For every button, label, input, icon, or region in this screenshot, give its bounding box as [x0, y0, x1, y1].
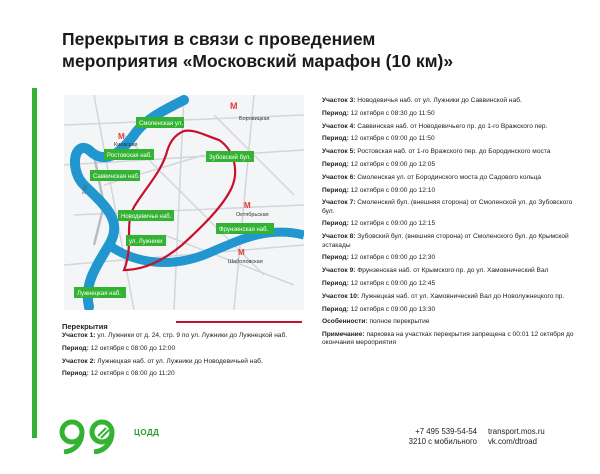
street-label-novodevichya	[118, 210, 174, 221]
metro-icon-kievskaya	[118, 132, 125, 141]
metro-label-shabolovskaya: Шаболовская	[228, 259, 263, 265]
closure-item	[322, 267, 582, 275]
street-label-luzhnetskaya	[74, 287, 126, 298]
svg-text:Смоленская ул.: Смоленская ул.	[139, 121, 183, 127]
closure-item-text: Саввинская наб. от Новодевичьего пр. до 1-го Вражского пер.	[355, 122, 548, 130]
closure-item-label: Примечание:	[322, 331, 365, 339]
closure-item	[322, 110, 582, 118]
closure-item-label: Период:	[322, 135, 349, 143]
closure-item-text: полное перекрытие	[367, 318, 430, 326]
svg-text:Саввинская наб.: Саввинская наб.	[93, 174, 140, 180]
closure-item-text: 12 октября с 09:00 до 13:30	[348, 305, 436, 313]
closure-item	[62, 332, 302, 340]
metro-icon-shabolovskaya	[238, 248, 245, 257]
closure-item	[322, 123, 582, 131]
svg-text:М: М	[238, 248, 245, 257]
street-label-smolenskaya	[136, 117, 184, 128]
closure-item-label: Период:	[62, 344, 89, 352]
closure-item	[62, 345, 302, 353]
closure-item-text: 12 октября с 09:00 до 11:50	[348, 135, 435, 143]
closure-item-label: Участок 5:	[322, 148, 356, 156]
closure-item-label: Период:	[322, 109, 349, 117]
closure-item-text: Лужнецкая наб. от ул. Хамовнический Вал до Новолужнецкого пр.	[359, 292, 565, 300]
metro-label-borovitskaya: Боровицкая	[239, 116, 270, 122]
closure-item	[322, 293, 582, 301]
closure-item	[322, 254, 582, 262]
route-map	[64, 95, 304, 310]
legend	[62, 316, 302, 330]
codd-logo-icon	[58, 418, 134, 454]
page-title-line-1: Перекрытия в связи с проведением	[62, 29, 376, 49]
closure-item	[322, 161, 582, 169]
closure-item	[322, 233, 582, 250]
closure-item-label: Период:	[62, 370, 89, 378]
street-label-savvinskaya	[90, 170, 140, 181]
closure-item	[322, 174, 582, 182]
metro-icon-oktyabrskaya	[244, 201, 251, 210]
closure-item-label: Участок 4:	[322, 122, 356, 130]
closure-item-label: Участок 1:	[62, 332, 96, 339]
closure-item	[322, 318, 582, 326]
closure-item-label: Участок 2:	[62, 357, 96, 365]
closure-item-text: ул. Лужники от д. 24, стр. 9 по ул. Лужники до Лужнецкой наб.	[95, 332, 288, 339]
svg-text:Зубовский бул.: Зубовский бул.	[209, 155, 251, 161]
page-title	[62, 28, 582, 72]
closure-item	[322, 331, 582, 348]
svg-text:ул. Лужники: ул. Лужники	[129, 239, 163, 245]
closure-item	[62, 358, 302, 366]
closure-item-text: Фрунзенская наб. от Крымского пр. до ул. Хамовнический Вал	[355, 267, 549, 275]
closure-item-text: Смоленский бул. (внешняя сторона) от Смоленской ул. до Зубовского бул.	[322, 199, 573, 215]
closure-item-label: Участок 3:	[322, 97, 356, 104]
page-title-line-2: мероприятия «Московский марафон (10 км)»	[62, 51, 454, 71]
closure-item	[62, 370, 302, 378]
closure-item-text: Зубовский бул. (внешняя сторона) от Смоленского бул. до Крымской эстакады	[322, 233, 569, 249]
accent-bar	[32, 88, 37, 438]
closure-item-label: Период:	[322, 279, 349, 287]
svg-text:Фрунзенская наб.: Фрунзенская наб.	[219, 227, 269, 233]
closure-item-text: парковка на участках перекрытия запрещена с 00:01 12 октября до окончания мероприятия	[322, 331, 574, 347]
street-label-luzhniki	[126, 235, 166, 246]
closure-item-text: Смоленская ул. от Бородинского моста до Садового кольца	[355, 173, 542, 181]
contact-phones	[382, 427, 477, 447]
contact-links	[488, 427, 584, 447]
closure-item-text: 12 октября с 08:00 до 12:00	[88, 344, 176, 352]
closure-item-text: 12 октября с 09:00 до 12:10	[348, 186, 436, 194]
closure-item-label: Участок 10:	[322, 292, 360, 300]
legend-route-line	[176, 321, 302, 323]
closure-item-label: Участок 6:	[322, 173, 356, 181]
legend-title: Перекрытия	[62, 322, 108, 331]
closure-item	[322, 135, 582, 143]
closure-item-label: Период:	[322, 254, 349, 262]
closure-item-text: Новодевичья наб. от ул. Лужники до Саввинской наб.	[355, 97, 522, 104]
closure-item	[322, 187, 582, 195]
ttk-label: ТТК	[82, 184, 90, 196]
street-label-frunzenskaya	[216, 223, 274, 234]
vk-link[interactable]: vk.com/dtroad	[488, 437, 537, 446]
right-sections	[322, 97, 582, 352]
phone-number: +7 495 539-54-54	[415, 427, 477, 436]
svg-text:М: М	[244, 201, 251, 210]
closure-item	[322, 148, 582, 156]
closure-item-text: 12 октября с 09:00 до 12:15	[348, 220, 436, 228]
site-link[interactable]: transport.mos.ru	[488, 427, 545, 436]
metro-icon-borovitskaya	[230, 101, 238, 111]
closure-item-text: 12 октября с 09:00 до 12:45	[348, 279, 436, 287]
closure-item-label: Период:	[322, 220, 349, 228]
closure-item-text: 12 октября с 08:00 до 11:20	[88, 370, 175, 378]
closure-item	[322, 97, 582, 105]
svg-text:Лужнецкая наб.: Лужнецкая наб.	[77, 291, 121, 297]
street-label-rostovskaya	[104, 149, 154, 160]
left-sections	[62, 332, 302, 383]
closure-item	[322, 199, 582, 216]
metro-label-oktyabrskaya: Октябрьская	[236, 212, 269, 218]
closure-item-label: Участок 9:	[322, 267, 356, 275]
svg-text:Новодевичья наб.: Новодевичья наб.	[121, 214, 172, 220]
metro-label-kievskaya: Киевская	[114, 142, 138, 148]
closure-item	[322, 306, 582, 314]
svg-text:Ростовская наб.: Ростовская наб.	[107, 153, 152, 159]
svg-text:М: М	[230, 101, 238, 111]
closure-item-label: Период:	[322, 186, 349, 194]
closure-item-label: Особенности:	[322, 318, 368, 326]
codd-logo-label: ЦОДД	[134, 428, 160, 437]
closure-item-label: Участок 8:	[322, 233, 356, 241]
closure-item-label: Период:	[322, 305, 349, 313]
closure-item-label: Участок 7:	[322, 199, 356, 207]
closure-item	[322, 220, 582, 228]
closure-item	[322, 280, 582, 288]
street-label-zubovsky	[206, 151, 254, 162]
closure-item-text: 12 октября с 09:00 до 12:30	[348, 254, 436, 262]
closure-item-text: Ростовская наб. от 1-го Вражского пер. до Бородинского моста	[355, 148, 551, 156]
closure-item-text: Лужнецкая наб. от ул. Лужники до Новодевичьей наб.	[95, 357, 263, 365]
svg-text:М: М	[118, 132, 125, 141]
closure-item-text: 12 октября с 09:00 до 12:05	[348, 160, 436, 168]
closure-item-text: 12 октября с 08:30 до 11:50	[348, 109, 435, 117]
closure-item-label: Период:	[322, 160, 349, 168]
mobile-number: 3210 с мобильного	[408, 437, 477, 446]
